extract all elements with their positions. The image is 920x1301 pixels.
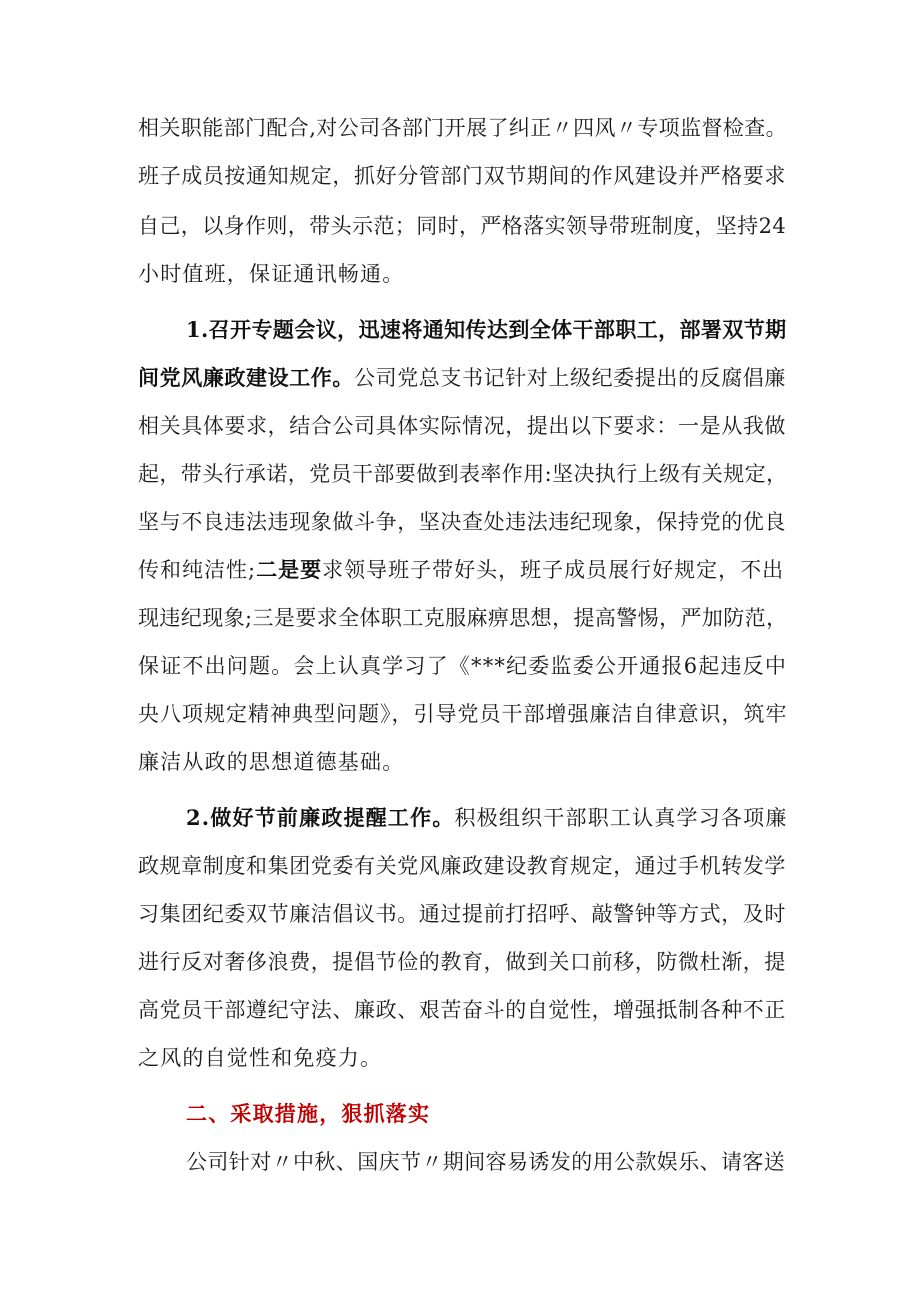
bold-segment: 二是要 — [256, 557, 323, 582]
text-segment: 相关职能部门配合,对公司各部门开展了纠正〃四风〃专项监督检查。 — [138, 116, 788, 140]
section-heading-1 — [186, 306, 788, 354]
text-segment: 政规章制度和集团党委有关党风廉政建设教育规定，通过手机转发学 — [138, 854, 786, 878]
section-heading-2 — [186, 794, 788, 842]
paragraph-line-10 — [138, 546, 788, 594]
paragraph-line-1 — [138, 104, 788, 152]
text-segment: 求领导班子带好头，班子成员展行好规定，不出 — [322, 558, 785, 582]
paragraph-line-3 — [138, 202, 788, 250]
bold-segment: 1.召开专题会议，迅速将通知传达到全体干部职工，部署双节期 — [186, 317, 787, 342]
paragraph-line-16 — [138, 842, 788, 890]
text-segment: 高党员干部遵纪守法、廉政、艰苦奋斗的自觉性，增强抵制各种不正 — [138, 998, 786, 1022]
text-segment: 班子成员按通知规定，抓好分管部门双节期间的作风建设并严格要求 — [138, 164, 786, 188]
section-title — [186, 1090, 788, 1138]
paragraph-line-20 — [138, 1034, 788, 1082]
paragraph-line-22 — [186, 1138, 788, 1186]
paragraph-line-4 — [138, 250, 788, 298]
paragraph-line-6 — [138, 354, 788, 402]
paragraph-line-17 — [138, 890, 788, 938]
text-segment: 相关具体要求，结合公司具体实际情况，提出以下要求：一是从我做 — [138, 414, 786, 438]
paragraph-line-8 — [138, 450, 788, 498]
paragraph-line-18 — [138, 938, 788, 986]
text-segment: 小时值班，保证通讯畅通。 — [138, 262, 405, 286]
text-segment: 自己，以身作则，带头示范；同时，严格落实领导带班制度，坚持24 — [138, 214, 787, 238]
paragraph-line-11 — [138, 594, 788, 642]
paragraph-line-12 — [138, 642, 788, 690]
text-segment: 公司党总支书记针对上级纪委提出的反腐倡廉 — [354, 366, 786, 390]
text-segment: 之风的自觉性和免疫力。 — [138, 1046, 383, 1070]
bold-segment: 2.做好节前廉政提醒工作。 — [186, 805, 455, 830]
text-segment: 现违纪现象;三是要求全体职工克服麻痹思想，提高警惕，严加防范， — [138, 606, 788, 630]
paragraph-line-7 — [138, 402, 788, 450]
text-segment: 保证不出问题。会上认真学习了《***纪委监委公开通报6起违反中 — [138, 654, 788, 678]
paragraph-line-13 — [138, 690, 788, 738]
text-segment: 传和纯洁性; — [138, 558, 257, 582]
paragraph-line-14 — [138, 738, 788, 786]
text-segment: 积极组织干部职工认真学习各项廉 — [454, 806, 788, 830]
text-segment: 公司针对〃中秋、国庆节〃期间容易诱发的用公款娱乐、请客送 — [186, 1150, 786, 1174]
paragraph-line-9 — [138, 498, 788, 546]
text-segment: 进行反对奢侈浪费，提倡节俭的教育，做到关口前移，防微杜渐，提 — [138, 950, 786, 974]
text-segment: 习集团纪委双节廉洁倡议书。通过提前打招呼、敲警钟等方式，及时 — [138, 902, 786, 926]
paragraph-line-2 — [138, 152, 788, 200]
heading-text: 二、采取措施，狠抓落实 — [186, 1101, 431, 1126]
text-segment: 起，带头行承诺，党员干部要做到表率作用:坚决执行上级有关规定， — [138, 462, 788, 486]
text-segment: 央八项规定精神典型问题》，引导党员干部增强廉洁自律意识，筑牢 — [138, 702, 788, 726]
text-segment: 廉洁从政的思想道德基础。 — [138, 750, 405, 774]
bold-segment: 间党风廉政建设工作。 — [138, 365, 354, 390]
paragraph-line-19 — [138, 986, 788, 1034]
text-segment: 坚与不良违法违现象做斗争，坚决查处违法违纪现象，保持党的优良 — [138, 510, 786, 534]
